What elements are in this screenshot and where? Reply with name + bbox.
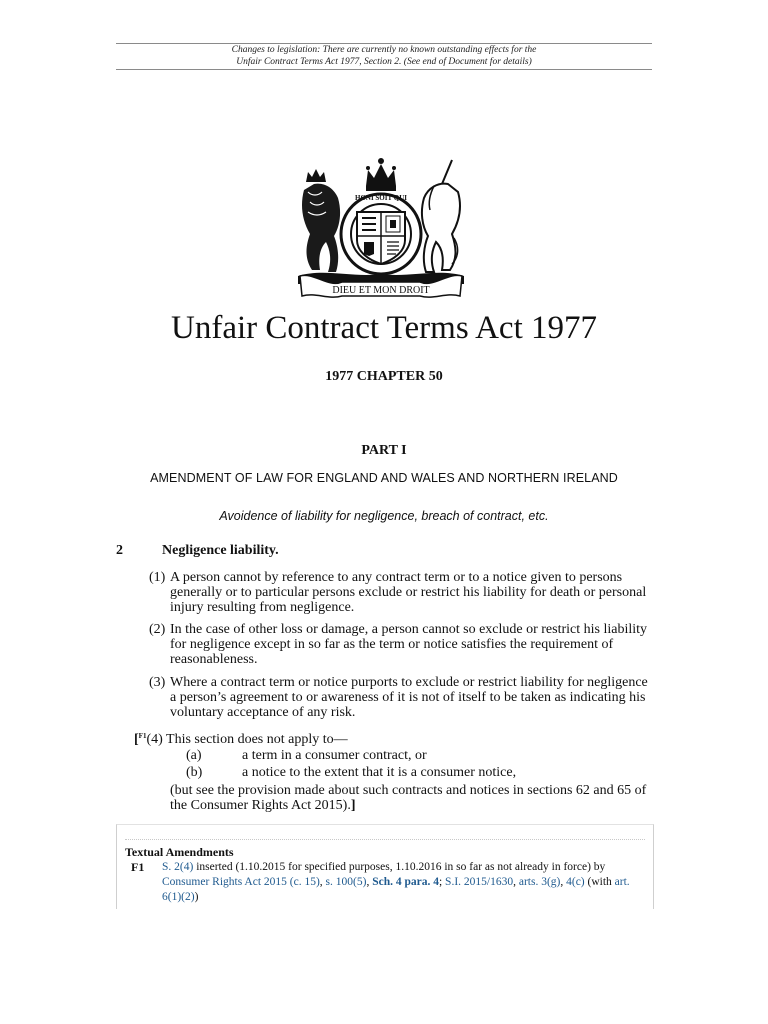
subsection-line: for negligence except in so far as the term or notice satisfies the requirement of bbox=[170, 637, 614, 652]
link-sch-4-para-4[interactable]: Sch. 4 para. 4 bbox=[372, 876, 439, 888]
item-label: (a) bbox=[186, 748, 202, 763]
link-6-1-2[interactable]: 6(1)(2) bbox=[162, 891, 195, 903]
separator-text: (with bbox=[584, 876, 615, 888]
link-art[interactable]: art. bbox=[614, 876, 630, 888]
dotted-divider bbox=[125, 839, 645, 840]
subsection-4-closing bbox=[170, 783, 652, 813]
f1-marker-link[interactable]: F1 bbox=[138, 732, 147, 740]
amendment-key-f1: F1 bbox=[131, 860, 145, 874]
separator-text: , bbox=[366, 876, 373, 888]
subsection-number: (1) bbox=[149, 570, 166, 585]
subsection-line: a person’s agreement to or awareness of it is not of itself to be taken as indicating his bbox=[170, 690, 646, 705]
chapter-number: 1977 CHAPTER 50 bbox=[325, 369, 443, 384]
link-s-2-4[interactable]: S. 2(4) bbox=[162, 861, 194, 873]
motto-scroll-text: DIEU ET MON DROIT bbox=[332, 285, 430, 296]
item-text: a notice to the extent that it is a consumer notice, bbox=[242, 765, 517, 780]
subsection-number: (2) bbox=[149, 622, 166, 637]
subsection-text: This section does not apply to— bbox=[166, 732, 348, 747]
section-number: 2 bbox=[116, 543, 123, 558]
part-title: AMENDMENT OF LAW FOR ENGLAND AND WALES AND NORTHERN IRELAND bbox=[150, 471, 618, 485]
cross-heading: Avoidence of liability for negligence, breach of contract, etc. bbox=[219, 509, 549, 523]
separator-text: , bbox=[513, 876, 519, 888]
subsection-line: reasonableness. bbox=[170, 652, 258, 667]
amendment-text: inserted (1.10.2015 for specified purposes, 1.10.2016 in so far as not already in force) by bbox=[193, 861, 606, 873]
closing-line: the Consumer Rights Act 2015). bbox=[170, 798, 351, 813]
crown-crest bbox=[366, 158, 396, 191]
link-s-100-5[interactable]: s. 100(5) bbox=[325, 876, 367, 888]
section-title: Negligence liability. bbox=[162, 543, 279, 558]
subsection-line: voluntary acceptance of any risk. bbox=[170, 705, 356, 720]
amendment-open-bracket: [ bbox=[134, 732, 139, 747]
subsection-line: injury resulting from negligence. bbox=[170, 600, 355, 615]
changes-banner bbox=[116, 43, 652, 70]
link-si-2015-1630[interactable]: S.I. 2015/1630 bbox=[445, 876, 514, 888]
separator-text: , bbox=[319, 876, 326, 888]
separator-text: ) bbox=[194, 891, 199, 903]
subsection-4 bbox=[134, 729, 348, 747]
separator-text: , bbox=[560, 876, 567, 888]
changes-banner-line1: Changes to legislation: There are currently no known outstanding effects for the bbox=[231, 45, 537, 55]
garter-motto-text: HONI SOIT QUI bbox=[355, 194, 407, 202]
separator-text: ; bbox=[438, 876, 446, 888]
subsection-2 bbox=[149, 622, 652, 667]
subsection-line: In the case of other loss or damage, a person cannot so exclude or restrict his liability bbox=[170, 622, 648, 637]
royal-coat-of-arms-image bbox=[294, 150, 468, 300]
link-4c[interactable]: 4(c) bbox=[566, 876, 585, 888]
subsection-3 bbox=[149, 675, 652, 720]
amendment-close-bracket: ] bbox=[350, 798, 356, 813]
item-text: a term in a consumer contract, or bbox=[242, 748, 427, 763]
changes-banner-line2: Unfair Contract Terms Act 1977, Section 2. (See end of Document for details) bbox=[236, 57, 532, 67]
subsection-number: (3) bbox=[149, 675, 166, 690]
textual-amendments-heading: Textual Amendments bbox=[125, 845, 234, 859]
closing-line: (but see the provision made about such contracts and notices in sections 62 and 65 of bbox=[170, 783, 647, 798]
subsection-1 bbox=[149, 570, 652, 615]
item-label: (b) bbox=[186, 765, 203, 780]
subsection-number: (4) bbox=[146, 732, 163, 747]
link-consumer-rights-act[interactable]: Consumer Rights Act 2015 (c. 15) bbox=[162, 876, 320, 888]
amendment-entry-f1 bbox=[162, 860, 648, 905]
part-label: PART I bbox=[361, 443, 407, 458]
subsection-line: Where a contract term or notice purports to exclude or restrict liability for negligence bbox=[170, 675, 648, 690]
subsection-line: generally or to particular persons exclude or restrict his liability for death or personal bbox=[170, 585, 647, 600]
link-arts-3g[interactable]: arts. 3(g) bbox=[518, 876, 561, 888]
subsection-line: A person cannot by reference to any contract term or to a notice given to persons bbox=[170, 570, 623, 585]
act-title: Unfair Contract Terms Act 1977 bbox=[171, 310, 597, 346]
